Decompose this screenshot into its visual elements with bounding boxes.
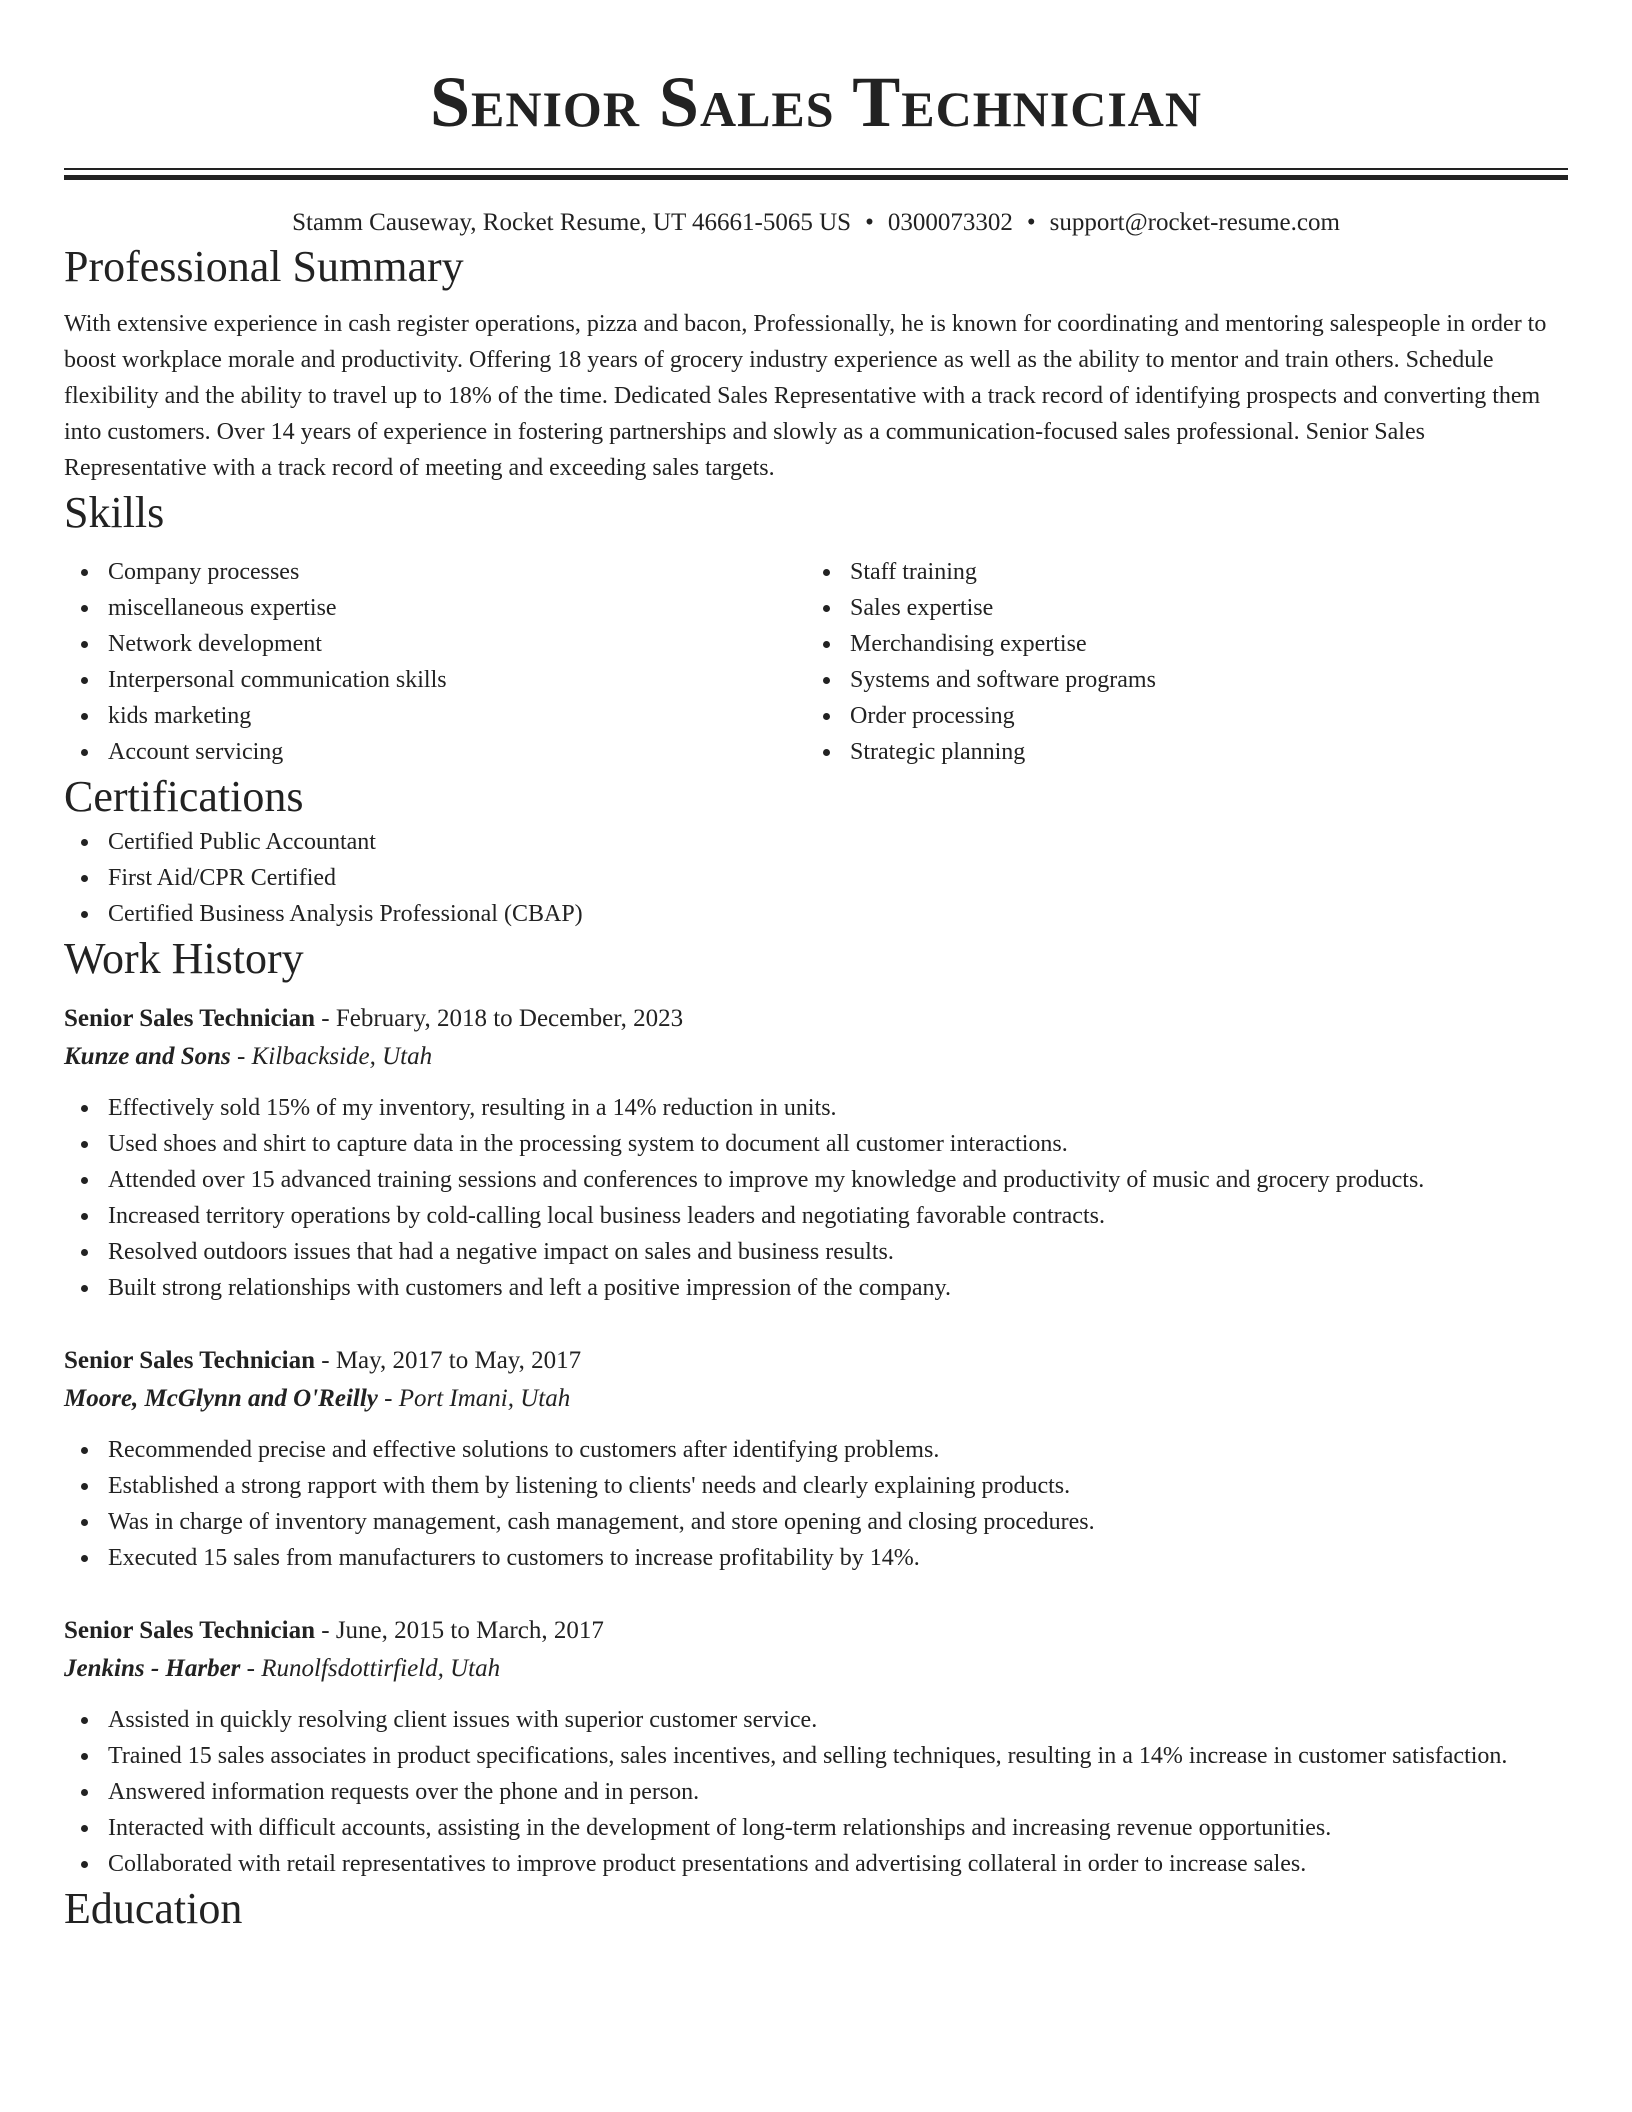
resume-page <box>64 0 1568 1936</box>
job-bullet-item: Executed 15 sales from manufacturers to customers to increase profitability by 14%. <box>64 1540 1568 1576</box>
job-bullet-item: Assisted in quickly resolving client issues with superior customer service. <box>64 1702 1568 1738</box>
bullet-icon <box>81 713 88 720</box>
section-title-certifications: Certifications <box>64 772 304 821</box>
bullet-icon <box>81 839 88 846</box>
certifications-list <box>64 824 1568 932</box>
bullet-icon <box>81 1753 88 1760</box>
job-company: Moore, McGlynn and O'Reilly <box>64 1385 378 1412</box>
job-title-line <box>64 1612 1568 1650</box>
job-title: Senior Sales Technician <box>64 1617 315 1644</box>
bullet-icon <box>81 1861 88 1868</box>
bullet-icon <box>81 605 88 612</box>
job-bullet-item: Was in charge of inventory management, cash management, and store opening and closing procedures. <box>64 1504 1568 1540</box>
bullet-icon <box>81 1285 88 1292</box>
bullet-icon <box>823 569 830 576</box>
skill-item: kids marketing <box>64 698 806 734</box>
skill-item: Interpersonal communication skills <box>64 662 806 698</box>
header-divider-thick <box>64 175 1568 180</box>
skills-list-left <box>64 554 806 770</box>
bullet-icon <box>81 641 88 648</box>
job-entry <box>64 1612 1568 1882</box>
job-bullet-item: Interacted with difficult accounts, assisting in the development of long-term relationships and increasing revenue opportunities. <box>64 1810 1568 1846</box>
summary-text: With extensive experience in cash register operations, pizza and bacon, Professionally, he is known for coordinating and mentoring salespeople in order to boost workplace morale and productivity. Offering 18 years of grocery industry experience as well as the ability to mentor and train others. Schedule flexibility and the ability to travel up to 18% of the time. Dedicated Sales Representative with a track record of identifying prospects and converting them into customers. Over 14 years of experience in fostering partnerships and slowly as a communication-focused sales professional. Senior Sales Representative with a track record of meeting and exceeding sales targets. <box>64 311 1547 481</box>
section-title-work-history: Work History <box>64 934 304 983</box>
job-bullet-item: Used shoes and shirt to capture data in the processing system to document all customer interactions. <box>64 1126 1568 1162</box>
bullet-icon <box>823 641 830 648</box>
job-location: - Port Imani, Utah <box>377 1385 571 1412</box>
job-title: Senior Sales Technician <box>64 1005 315 1032</box>
contact-separator: • <box>1026 209 1036 236</box>
contact-phone: 0300073302 <box>887 209 1013 236</box>
contact-line <box>64 206 1568 240</box>
job-bullets <box>64 1702 1568 1882</box>
bullet-icon <box>823 605 830 612</box>
skill-item: Account servicing <box>64 734 806 770</box>
job-entry <box>64 1342 1568 1576</box>
bullet-icon <box>81 1789 88 1796</box>
bullet-icon <box>81 1105 88 1112</box>
skills-column-right <box>806 554 1548 770</box>
job-bullet-item: Collaborated with retail representatives to improve product presentations and advertising collateral in order to increase sales. <box>64 1846 1568 1882</box>
bullet-icon <box>81 1177 88 1184</box>
job-dates: - May, 2017 to May, 2017 <box>315 1347 582 1374</box>
skill-item: Merchandising expertise <box>806 626 1548 662</box>
job-company: Kunze and Sons <box>64 1043 231 1070</box>
bullet-icon <box>81 875 88 882</box>
bullet-icon <box>81 1249 88 1256</box>
bullet-icon <box>81 1447 88 1454</box>
job-dates: - February, 2018 to December, 2023 <box>315 1005 684 1032</box>
contact-address: Stamm Causeway, Rocket Resume, UT 46661-5065 US <box>292 209 852 236</box>
bullet-icon <box>81 1519 88 1526</box>
job-title-line <box>64 1000 1568 1038</box>
job-bullets <box>64 1432 1568 1576</box>
job-bullet-item: Effectively sold 15% of my inventory, resulting in a 14% reduction in units. <box>64 1090 1568 1126</box>
skill-item: Sales expertise <box>806 590 1548 626</box>
skills-list-right <box>806 554 1548 770</box>
job-dates: - June, 2015 to March, 2017 <box>315 1617 604 1644</box>
bullet-icon <box>823 713 830 720</box>
bullet-icon <box>81 1141 88 1148</box>
certification-item: First Aid/CPR Certified <box>64 860 1568 896</box>
job-entry <box>64 1000 1568 1306</box>
job-location: - Kilbackside, Utah <box>230 1043 433 1070</box>
skill-item: Company processes <box>64 554 806 590</box>
bullet-icon <box>81 1555 88 1562</box>
bullet-icon <box>81 569 88 576</box>
contact-email: support@rocket-resume.com <box>1049 209 1340 236</box>
job-company: Jenkins - Harber <box>64 1655 241 1682</box>
skill-item: miscellaneous expertise <box>64 590 806 626</box>
contact-separator: • <box>865 209 874 236</box>
job-bullets <box>64 1090 1568 1306</box>
job-bullet-item: Trained 15 sales associates in product specifications, sales incentives, and selling techniques, resulting in a 14% increase in customer satisfaction. <box>64 1738 1568 1774</box>
certification-item: Certified Business Analysis Professional (CBAP) <box>64 896 1568 932</box>
job-bullet-item: Attended over 15 advanced training sessions and conferences to improve my knowledge and productivity of music and grocery products. <box>64 1162 1568 1198</box>
job-title-line <box>64 1342 1568 1380</box>
section-title-summary: Professional Summary <box>64 242 464 291</box>
bullet-icon <box>81 1483 88 1490</box>
bullet-icon <box>823 677 830 684</box>
job-bullet-item: Answered information requests over the phone and in person. <box>64 1774 1568 1810</box>
job-location: - Runolfsdottirfield, Utah <box>240 1655 501 1682</box>
bullet-icon <box>81 911 88 918</box>
skill-item: Systems and software programs <box>806 662 1548 698</box>
job-bullet-item: Resolved outdoors issues that had a negative impact on sales and business results. <box>64 1234 1568 1270</box>
job-bullet-item: Recommended precise and effective solutions to customers after identifying problems. <box>64 1432 1568 1468</box>
job-bullet-item: Established a strong rapport with them by listening to clients' needs and clearly explaining products. <box>64 1468 1568 1504</box>
bullet-icon <box>81 1717 88 1724</box>
section-title-skills: Skills <box>64 488 165 537</box>
skill-item: Network development <box>64 626 806 662</box>
bullet-icon <box>81 1213 88 1220</box>
bullet-icon <box>81 1825 88 1832</box>
job-company-line <box>64 1380 1568 1418</box>
bullet-icon <box>81 677 88 684</box>
job-title: Senior Sales Technician <box>64 1347 315 1374</box>
header-divider-thin <box>64 168 1568 170</box>
bullet-icon <box>823 749 830 756</box>
job-bullet-item: Built strong relationships with customers and left a positive impression of the company. <box>64 1270 1568 1306</box>
job-company-line <box>64 1038 1568 1076</box>
job-bullet-item: Increased territory operations by cold-calling local business leaders and negotiating favorable contracts. <box>64 1198 1568 1234</box>
resume-name-title: Senior Sales Technician <box>429 62 1203 142</box>
job-company-line <box>64 1650 1568 1688</box>
skills-column-left <box>64 554 806 770</box>
skills-columns <box>64 554 1568 770</box>
skill-item: Order processing <box>806 698 1548 734</box>
skill-item: Strategic planning <box>806 734 1548 770</box>
bullet-icon <box>81 749 88 756</box>
certification-item: Certified Public Accountant <box>64 824 1568 860</box>
skill-item: Staff training <box>806 554 1548 590</box>
section-title-education: Education <box>64 1884 243 1933</box>
